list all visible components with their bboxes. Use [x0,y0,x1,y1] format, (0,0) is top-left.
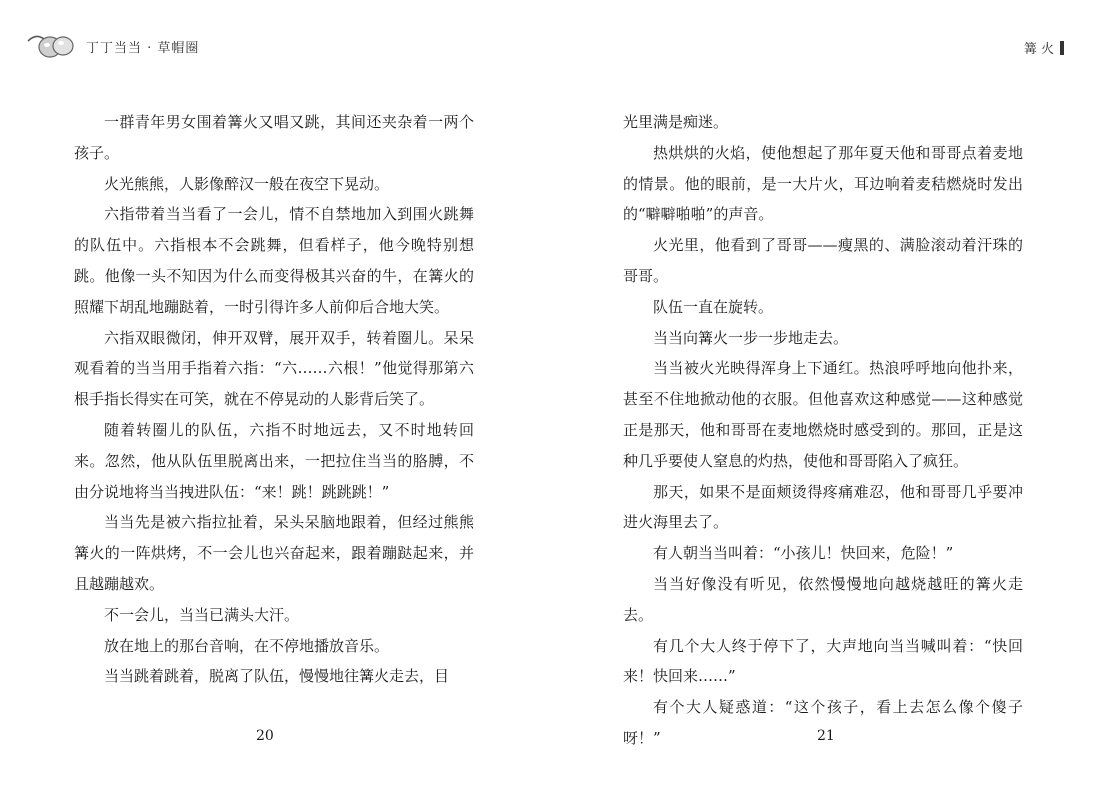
paragraph: 有人朝当当叫着：“小孩儿！快回来，危险！” [653,544,954,563]
continued-line: 光里满是痴迷。 [623,113,729,131]
bean-logo-icon [26,31,78,61]
paragraph: 队伍一直在旋转。 [653,297,774,316]
left-page-text [74,107,474,692]
series-title: 丁丁当当 · 草帽圈 [86,40,200,56]
paragraph: 一群青年男女围着篝火又唱又跳，其间还夹杂着一两个孩子。 [74,113,474,162]
paragraph: 随着转圈儿的队伍，六指不时地远去，又不时地转回来。忽然，他从队伍里脱离出来，一把拉住当当的胳膊，不由分说地将当当拽进队伍：“来！跳！跳跳跳！” [74,420,474,501]
paragraph: 当当被火光映得浑身上下通红。热浪呼呼地向他扑来，甚至不住地掀动他的衣服。但他喜欢这种感觉——这种感觉正是那天，他和哥哥在麦地燃烧时感受到的。那回，正是这种几乎要使人窒息的灼热，使他和哥哥陷入了疯狂。 [623,359,1023,470]
paragraph: 有个大人疑惑道：“这个孩子，看上去怎么像个傻子呀！” [623,698,1023,747]
chapter-mark: 篝 火 [1023,42,1054,57]
paragraph: 火光里，他看到了哥哥——瘦黑的、满脸滚动着汗珠的哥哥。 [623,236,1023,285]
chapter-header [1024,38,1064,57]
paragraph: 放在地上的那台音响，在不停地播放音乐。 [104,636,390,655]
paragraph: 六指带着当当看了一会儿，情不自禁地加入到围火跳舞的队伍中。六指根本不会跳舞，但看样子，他今晚特别想跳。他像一头不知因为什么而变得极其兴奋的牛，在篝火的照耀下胡乱地蹦跶着，一时引得许多人前仰后合地大笑。 [74,205,474,316]
paragraph: 六指双眼微闭，伸开双臂，展开双手，转着圈儿。呆呆观看着的当当用手指着六指：“六……六根！”他觉得那第六根手指长得实在可笑，就在不停晃动的人影背后笑了。 [74,328,474,409]
page-number-left: 20 [256,728,274,744]
paragraph: 那天，如果不是面颊烫得疼痛难忍，他和哥哥几乎要冲进火海里去了。 [623,482,1023,532]
series-header [26,31,199,61]
paragraph: 当当好像没有听见，依然慢慢地向越烧越旺的篝火走去。 [623,574,1023,624]
paragraph: 有几个大人终于停下了，大声地向当当喊叫着：“快回来！快回来……” [623,636,1023,686]
page-number-right: 21 [817,728,835,744]
header-bar-icon [1060,41,1064,55]
paragraph: 当当先是被六指拉扯着，呆头呆脑地跟着，但经过熊熊篝火的一阵烘烤，不一会儿也兴奋起来，跟着蹦跶起来，并且越蹦越欢。 [74,513,474,593]
paragraph: 火光熊熊，人影像醉汉一般在夜空下晃动。 [104,174,390,193]
paragraph: 当当跳着跳着，脱离了队伍，慢慢地往篝火走去，目 [104,667,450,686]
paragraph: 当当向篝火一步一步地走去。 [653,328,849,347]
paragraph: 不一会儿，当当已满头大汗。 [104,605,300,624]
paragraph: 热烘烘的火焰，使他想起了那年夏天他和哥哥点着麦地的情景。他的眼前，是一大片火，耳边响着麦秸燃烧时发出的“噼噼啪啪”的声音。 [623,143,1023,224]
right-page-text [623,107,1023,754]
